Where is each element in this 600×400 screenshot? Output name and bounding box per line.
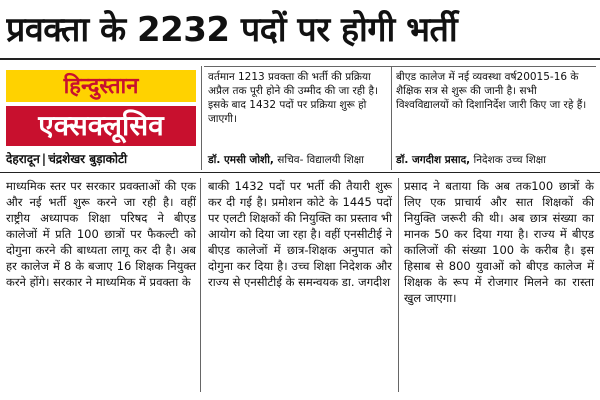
article-column-1: माध्यमिक स्तर पर सरकार प्रवक्ताओं की एक और नई भर्ती शुरू करने जा रही है। वहीं राष्ट्रीय अध्यापक शिक्षा परिषद ने बीएड कालेजों में प्रति 100 छात्रों पर फैकल्टी को दोगुना करने की बाध्यता लागू कर दी है। अब हर कालेज में 8 के बजाए 16 शिक्षक नियुक्त करने होंगे। सरकार ने माध्यमिक में प्रवक्ता के (6, 179, 196, 289)
byline (6, 150, 200, 167)
signature-name: डॉ. जगदीश प्रसाद, (396, 154, 471, 166)
byline-author: चंद्रशेखर बुड़ाकोटी (48, 152, 128, 166)
column-divider (200, 178, 201, 392)
section-rule (0, 172, 600, 173)
brand-logo (6, 70, 196, 146)
column-divider (201, 66, 202, 170)
signature-title: निदेशक उच्च शिक्षा (473, 154, 546, 166)
brand-exclusive: एक्सक्लूसिव (6, 106, 196, 146)
brand-hindustan: हिन्दुस्तान (6, 70, 196, 102)
headline-rule (0, 58, 600, 60)
quote-signature-joshi (208, 153, 364, 167)
byline-city: देहरादून (6, 152, 40, 166)
column-divider (398, 178, 399, 392)
quote-signature-prasad (396, 153, 546, 167)
signature-title: सचिव- विद्यालयी शिक्षा (277, 154, 364, 166)
quote-box-prasad: बीएड कालेज में नई व्यवस्था वर्ष20015-16 के शैक्षिक सत्र से शुरू की जानी है। सभी विश्वविद्यालयों को दिशानिर्देश जारी किए जा रहे हैं। (396, 71, 587, 111)
signature-name: डॉ. एमसी जोशी, (208, 154, 274, 166)
column-divider (391, 66, 392, 170)
article-column-2: बाकी 1432 पदों पर भर्ती की तैयारी शुरू कर दी गई है। प्रमोशन कोटे के 1445 पदों पर एलटी शिक्षकों की नियुक्ति का प्रस्ताव भी आयोग को दिया जा रहा है। वहीं एनसीटीई ने बीएड कालेजों में छात्र-शिक्षक अनुपात को दोगुना कर दिया है। उच्च शिक्षा निदेशक और राज्य से एनसीटीई के समन्वयक डा. जगदीश (208, 179, 392, 289)
headline: प्रवक्ता के 2232 पदों पर होगी भर्ती (6, 10, 458, 50)
box-top-rule (204, 66, 596, 67)
article-column-3: प्रसाद ने बताया कि अब तक100 छात्रों के लिए एक प्राचार्य और सात शिक्षकों की नियुक्ति जरूरी की थी। अब छात्र संख्या का मानक 50 कर दिया गया है। राज्य में बीएड कालिजों की संख्या 100 के करीब है। इस हिसाब से 800 युवाओं को बीएड कालेज में शिक्षक के रूप में रोजगार मिलने का रास्ता खुल जाएगा। (404, 179, 594, 305)
byline-separator: | (41, 152, 47, 166)
quote-box-joshi: वर्तमान 1213 प्रवक्ता की भर्ती की प्रक्रिया अप्रैल तक पूरी होने की उम्मीद की जा रही है। इसके बाद 1432 पदों पर प्रक्रिया शुरू हो जाएगी। (208, 71, 378, 125)
